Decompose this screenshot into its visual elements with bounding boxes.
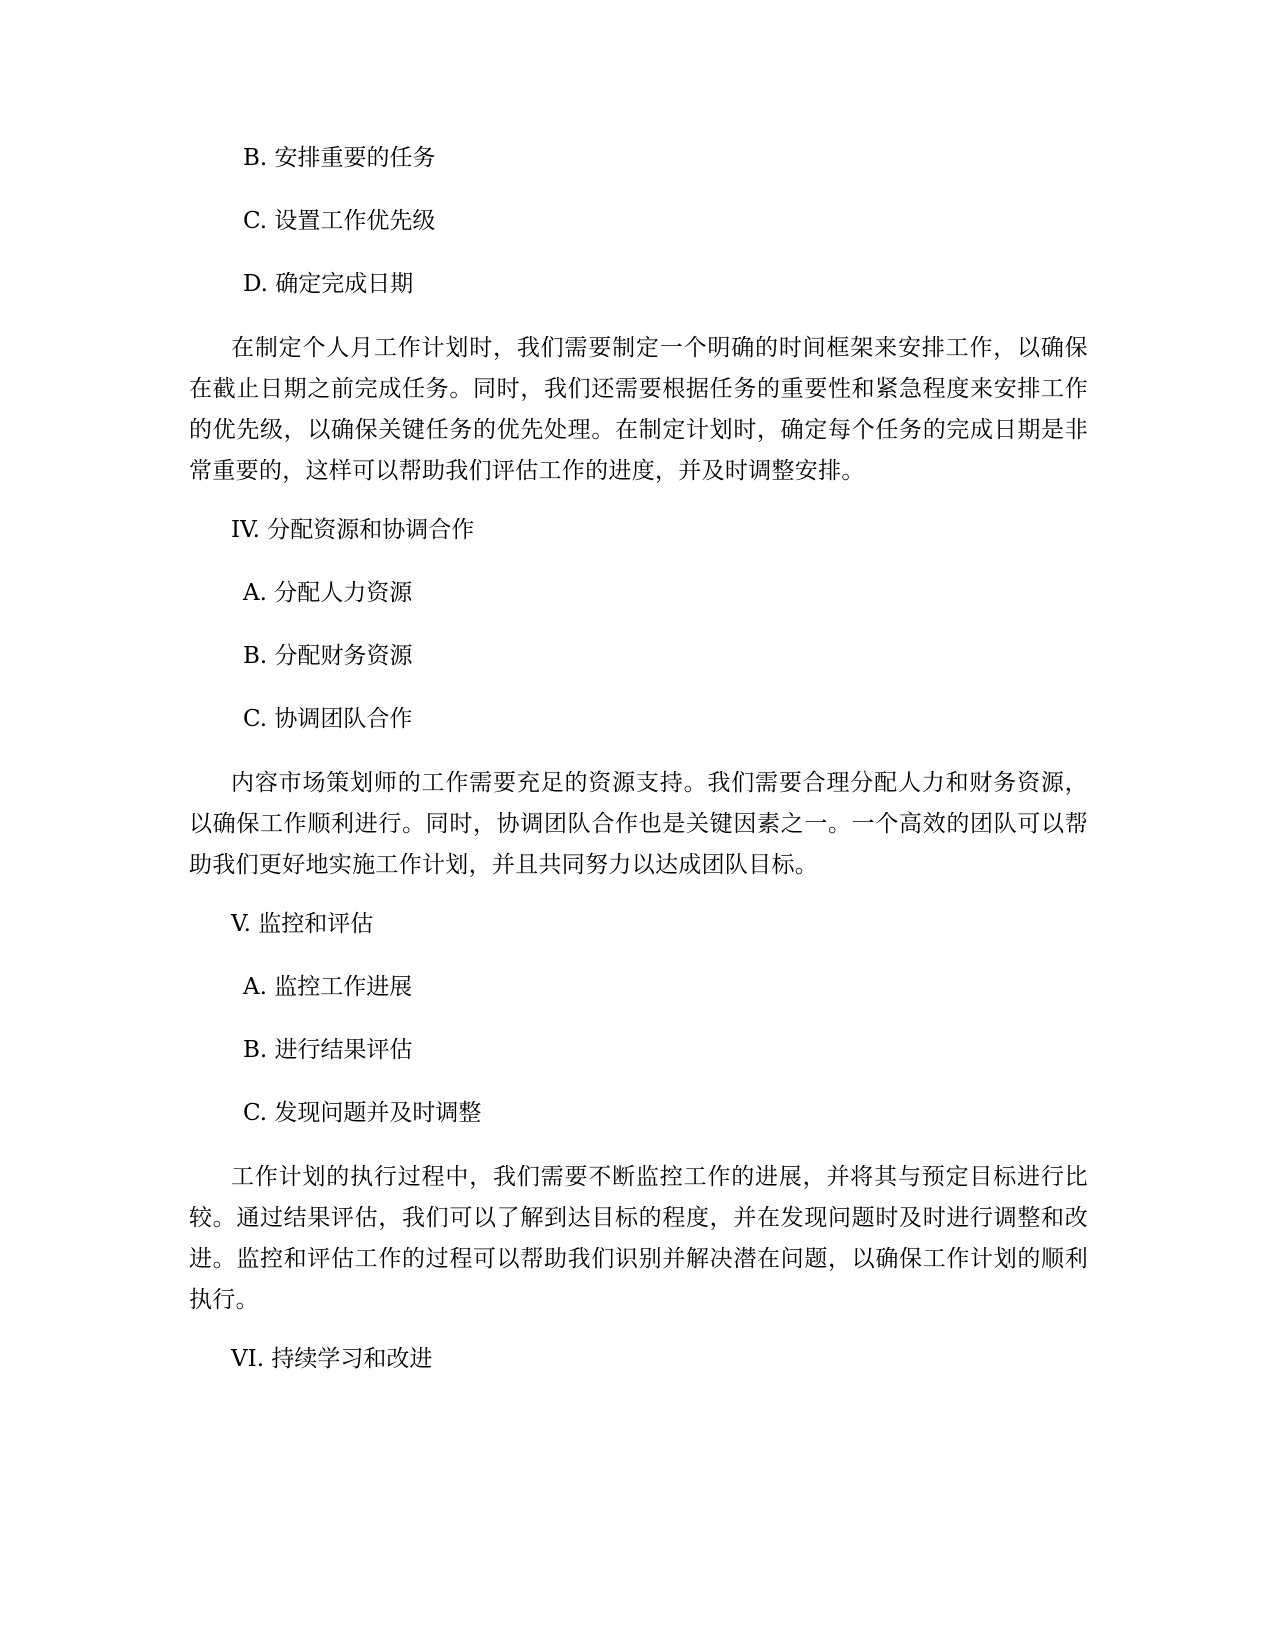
paragraph-monthly-plan: 在制定个人月工作计划时，我们需要制定一个明确的时间框架来安排工作，以确保在截止日期之前完成任务。同时，我们还需要根据任务的重要性和紧急程度来安排工作的优先级，以确保关键任务的优先处理。在制定计划时，确定每个任务的完成日期是非常重要的，这样可以帮助我们评估工作的进度，并及时调整安排。 <box>189 335 1088 484</box>
section-heading-iv: IV. 分配资源和协调合作 <box>231 517 475 543</box>
list-item-c-team-coordination: C. 协调团队合作 <box>243 706 413 732</box>
paragraph-resources: 内容市场策划师的工作需要充足的资源支持。我们需要合理分配人力和财务资源，以确保工作顺利进行。同时，协调团队合作也是关键因素之一。一个高效的团队可以帮助我们更好地实施工作计划，并且共同努力以达成团队目标。 <box>189 770 1088 878</box>
section-heading-vi: VI. 持续学习和改进 <box>231 1346 433 1372</box>
list-item-b-financial-resources: B. 分配财务资源 <box>243 643 413 669</box>
list-item-b-evaluate-results: B. 进行结果评估 <box>243 1037 413 1063</box>
list-item-a-human-resources: A. 分配人力资源 <box>243 580 413 606</box>
paragraph-monitoring: 工作计划的执行过程中，我们需要不断监控工作的进展，并将其与预定目标进行比较。通过结果评估，我们可以了解到达目标的程度，并在发现问题时及时进行调整和改进。监控和评估工作的过程可以帮助我们识别并解决潜在问题，以确保工作计划的顺利执行。 <box>189 1164 1088 1313</box>
list-item-c-adjust: C. 发现问题并及时调整 <box>243 1100 482 1126</box>
section-heading-v: V. 监控和评估 <box>231 911 374 937</box>
list-item-d-due-date: D. 确定完成日期 <box>243 271 414 297</box>
list-item-a-monitor-progress: A. 监控工作进展 <box>243 974 413 1000</box>
list-item-c-set-priority: C. 设置工作优先级 <box>243 208 436 234</box>
list-item-b-arrange-tasks: B. 安排重要的任务 <box>243 145 436 171</box>
